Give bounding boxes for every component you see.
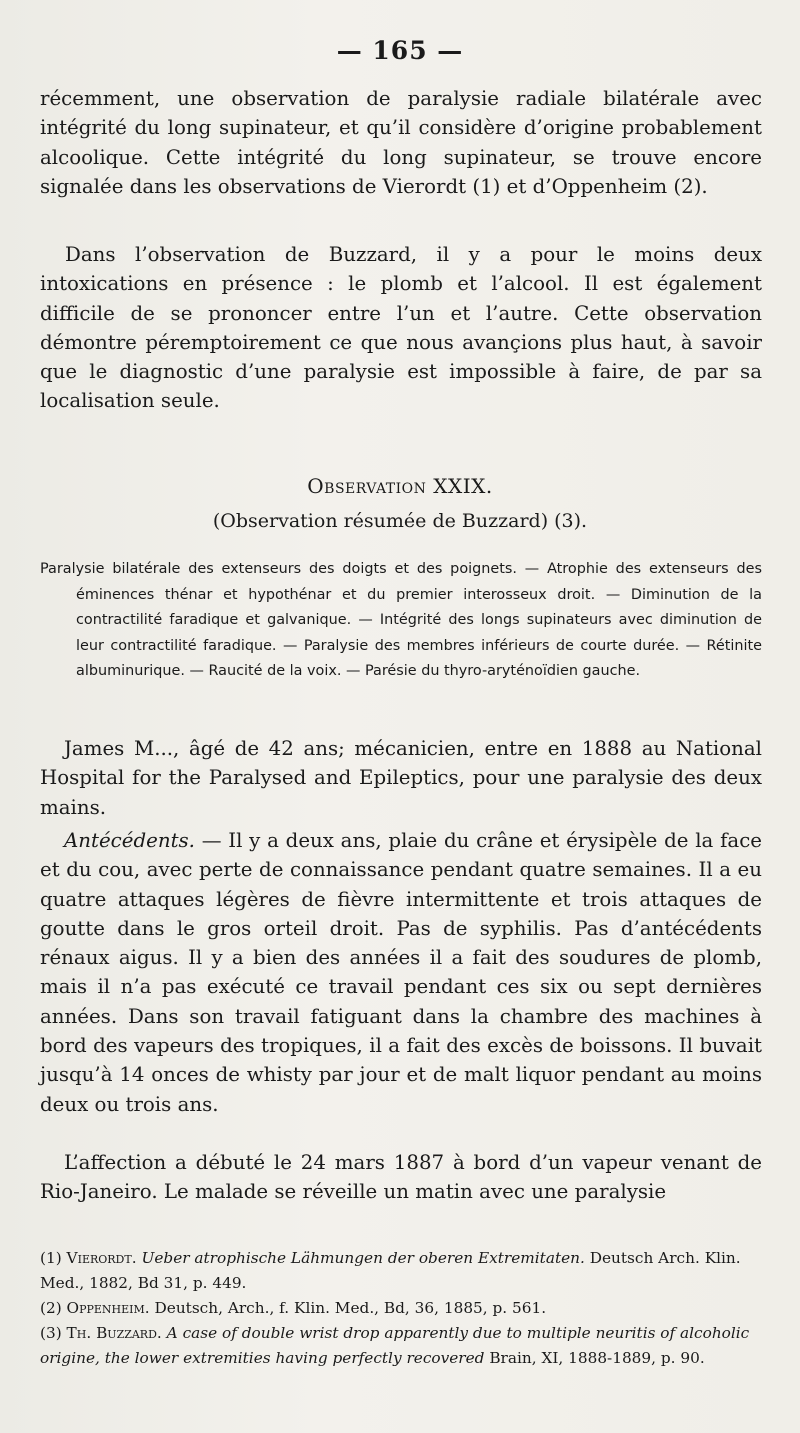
footnote: (1) Vierordt. Ueber atrophische Lähmungen der oberen Extremitaten. Deutsch Arch. Klin. Med., 1882, Bd 31, p. 449.	[40, 1249, 741, 1292]
page-number: — 165 —	[336, 36, 464, 65]
footnotes	[40, 1246, 762, 1371]
observation-title: Observation XXIX.	[307, 474, 493, 498]
footnote: (3) Th. Buzzard. A case of double wrist drop apparently due to multiple neuritis of alcoholic origine, the lower extremities having perfectly recovered Brain, XI, 1888-1889, p. 90.	[40, 1324, 750, 1367]
paragraph-onset: L’affection a débuté le 24 mars 1887 à bord d’un vapeur venant de Rio-Janeiro. Le malade se réveille un matin avec une paralysie	[40, 1151, 762, 1204]
paragraph-patient-intro: James M..., âgé de 42 ans; mécanicien, entre en 1888 au National Hospital for the Paralysed and Epileptics, pour une paralysie des deux mains.	[40, 737, 762, 819]
observation-summary: Paralysie bilatérale des extenseurs des doigts et des poignets. — Atrophie des extenseurs des éminences thénar et hypothénar et du premier interosseux droit. — Diminution de la contractilité faradique et galvanique. — Intégrité des longs supinateurs avec diminution de leur contractilité faradique. — Paralysie des membres inférieurs de courte durée. — Rétinite albuminurique. — Raucité de la voix. — Parésie du thyro-aryténoïdien gauche.	[40, 561, 762, 680]
footnote: (2) Oppenheim. Deutsch, Arch., f. Klin. Med., Bd, 36, 1885, p. 561.	[40, 1299, 547, 1317]
paragraph-antecedents	[40, 826, 762, 1119]
antecedents-text: — Il y a deux ans, plaie du crâne et érysipèle de la face et du cou, avec perte de connaissance pendant quatre semaines. Il a eu quatre attaques légères de fièvre intermittente et trois attaques de goutte dans le gros orteil droit. Pas de syphilis. Pas d’antécédents rénaux aigus. Il y a bien des années il a fait des soudures de plomb, mais il n’a pas exécuté ce travail pendant ces six ou sept dernières années. Dans son travail fatiguant dans la chambre des machines à bord des vapeurs des tropiques, il a fait des excès de boissons. Il buvait jusqu’à 14 onces de whisty par jour et de malt liquor pendant au moins deux ou trois ans.	[40, 829, 762, 1116]
antecedents-heading: Antécédents.	[64, 829, 195, 852]
paragraph-buzzard-discussion: Dans l’observation de Buzzard, il y a pour le moins deux intoxications en présence : le plomb et l’alcool. Il est également difficile de se prononcer entre l’un et l’autre. Cette observation démontre péremptoirement ce que nous avançions plus haut, à savoir que le diagnostic d’une paralysie est impossible à faire, de par sa localisation seule.	[40, 243, 762, 413]
paragraph-continuation: récemment, une observation de paralysie radiale bilatérale avec intégrité du long supinateur, et qu’il considère d’origine probablement alcoolique. Cette intégrité du long supinateur, se trouve encore signalée dans les observations de Vierordt (1) et d’Oppenheim (2).	[40, 87, 762, 198]
observation-subtitle: (Observation résumée de Buzzard) (3).	[212, 510, 588, 532]
